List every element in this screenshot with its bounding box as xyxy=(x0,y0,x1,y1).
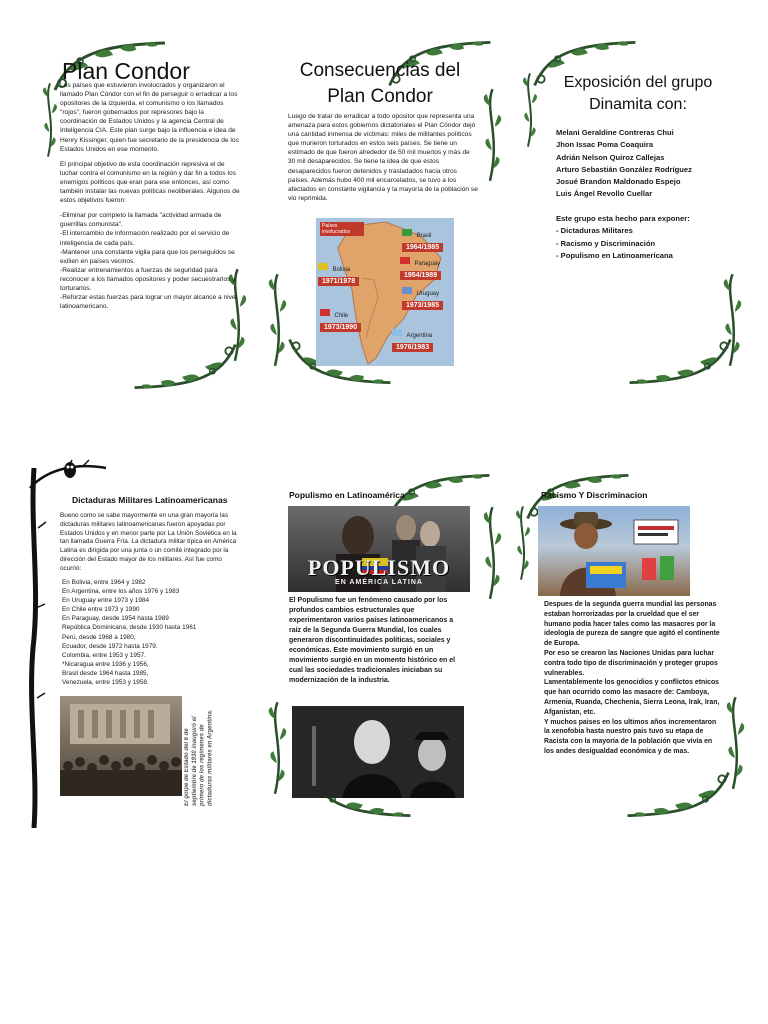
vine-ornament-icon xyxy=(115,340,255,395)
list-item: Perú, desde 1968 a 1980, xyxy=(62,633,136,641)
paragraph: Los países que estuvieron involucrados y organizaron el llamado Plan Cóndor con el fin de perseguir o erradicar a los opositores de la izquierda, el comunismo o los llamados "rojos", fueron gobernados por represores bajo la coordinación de Estados Unidos y la agencia Central de Inteligencia CIA. Este plan surge bajo la influencia e idea de Henry Kissinger, quien fue secretario de la presidencia de los Estados Unidos en ese momento. xyxy=(60,82,239,153)
racismo-title: Racismo Y Discriminacion xyxy=(541,490,648,500)
populismo-body: El Populismo fue un fenómeno causado por los profundos cambios estructurales que experimentaron varios países latinoamericanos a raíz de la Segunda Guerra Mundial, los cuales generaron discontinuidades políticas, sociales y económicas. Este movimiento surgió en un movimiento surgió en un momento histórico en el cual las sociedades tradicionales iniciaban su modernización de la industria. xyxy=(289,597,456,684)
group-topics xyxy=(556,213,736,262)
banner-line: POPULISMO xyxy=(307,555,451,580)
member-name: Jhon Issac Poma Coaquira xyxy=(556,140,654,150)
map-label-paraguay xyxy=(400,252,441,280)
list-item: República Dominicana, desde 1930 hasta 1961 xyxy=(62,624,197,632)
map-legend: Países involucrados xyxy=(320,222,364,236)
dictaduras-title: Dictaduras Militares Latinoamericanas xyxy=(72,495,228,505)
member-name: Melani Geraldine Contreras Chui xyxy=(556,128,674,137)
vine-ornament-icon xyxy=(615,335,745,390)
vine-ornament-icon xyxy=(265,693,290,803)
country-name: Chile xyxy=(334,313,349,319)
map-label-argentina xyxy=(392,324,433,352)
vine-ornament-icon xyxy=(480,498,505,608)
list-item: En Bolivia, entre 1964 y 1982 xyxy=(62,579,146,586)
country-name: Bolivia xyxy=(332,267,351,273)
title-line: Exposición del grupo xyxy=(563,74,713,91)
list-item: *Nicaragua entre 1936 y 1956, xyxy=(62,660,149,668)
paragraph: Y muchos paises en los ultimos años incrementaron la xenofobia hasta nuestro pais tuvo su etapa de Racista con la mayoría de la población que vivía en los andes desigualdad económica y de mas. xyxy=(544,718,717,755)
consecuencias-title xyxy=(280,58,480,109)
country-years: 1954/1989 xyxy=(400,271,441,280)
paragraph: Por eso se crearon las Naciones Unidas para luchar contra todo tipo de discriminación y proteger grupos vulnerables. xyxy=(544,649,718,677)
list-item: En Uruguay entre 1973 y 1984 xyxy=(62,597,150,605)
country-years: 1973/1985 xyxy=(402,301,443,310)
list-item: Colombia, entre 1953 y 1957. xyxy=(62,651,146,659)
member-name: Luis Ángel Revollo Cuellar xyxy=(556,189,653,199)
country-name: Paraguay xyxy=(414,261,441,267)
list-item: Venezuela, entre 1953 y 1958. xyxy=(62,679,149,687)
member-name: Josué Brandon Maldonado Espejo xyxy=(556,177,681,187)
consecuencias-body: Luego de tratar de erradicar a todo opositor que representa una amenaza para estos gobiernos dictatoriales el Plan Cóndor dejó una cantidad inmensa de víctimas: miles de militantes políticos que murieron torturados en estos seis países. Se tiene un estimado de que fueron alrededor de 50 mil muertos y más de 30 mil desaparecidos. Se tiene la idea de que estos desaparecidos fueron detenidos y trasladados hacia otros países. Además hubo 400 mil encarcelados, se tuvo a los afectados en constante vigilancia y la mayoría de la población se vio reprimida. xyxy=(288,113,478,202)
vine-ornament-icon xyxy=(613,768,743,823)
leaders-bw-icon xyxy=(292,706,464,798)
list-item: En Chile entre 1973 y 1990 xyxy=(62,606,140,614)
protester-icon xyxy=(538,506,690,596)
flag-icon xyxy=(318,263,328,270)
flag-icon xyxy=(402,229,412,236)
paragraph: -Eliminar por completo la llamada "actividad armada de guerrillas comunista". -El intercambio de información realizado por el servicio de inteligencia de cada país. -Mantener una constante vigila para que los perseguidos se exilien en países vecinos. -Realizar entrenamientos a fuerzas de seguridad para reconocer a los llamados opositores y poder secuestrarlos y torturarlos. -Reforzar estas fuerzas para lograr un mayor alcance a nivel latinoamericano. xyxy=(60,212,238,311)
vine-ornament-icon xyxy=(40,75,60,165)
country-name: Argentina xyxy=(406,333,433,339)
group-members xyxy=(556,127,736,201)
list-item: Brasil desde 1964 hasta 1985, xyxy=(62,669,149,677)
vine-ornament-icon xyxy=(513,498,533,588)
coup-photo-caption: El golpe de Estado del 6 de septiembre de 1930 inauguró el primero de los regímenes de dictaduras militares en Argentina. xyxy=(184,709,214,806)
flag-icon xyxy=(392,329,402,336)
flag-icon xyxy=(400,257,410,264)
vine-ornament-icon xyxy=(520,65,540,155)
populismo-banner-photo xyxy=(288,506,470,592)
title-line: Consecuencias del xyxy=(299,60,461,81)
flag-icon xyxy=(320,309,330,316)
building-crowd-icon xyxy=(60,696,182,796)
owl-icon xyxy=(63,460,77,478)
title-line: Plan Condor xyxy=(327,85,433,107)
topic-item: - Racismo y Discriminación xyxy=(556,238,656,248)
map-label-bolivia xyxy=(318,258,359,286)
plan-condor-map xyxy=(316,218,454,366)
coup-1930-photo xyxy=(60,696,182,796)
vine-ornament-icon xyxy=(480,75,505,195)
populismo-title: Populismo en Latinoamérica xyxy=(289,490,405,500)
flag-icon xyxy=(402,287,412,294)
country-years: 1973/1990 xyxy=(320,323,361,332)
paragraph: Lamentablemente los genocidios y conflictos etnicos que han ocurrido como las masacre de: Camboya, Armenia, Ruanda, Chechenia, Sierra Leona, Irak, Iran, Afganistan, etc. xyxy=(544,679,720,716)
dictaduras-list xyxy=(62,578,242,687)
map-label-brasil xyxy=(402,224,443,252)
member-name: Adrián Nelson Quiroz Callejas xyxy=(556,152,665,162)
title-line: Dinamita con: xyxy=(589,95,687,113)
tree-trunk-icon xyxy=(28,468,48,828)
exposicion-title xyxy=(548,72,728,115)
member-name: Arturo Sebastián González Rodríguez xyxy=(556,164,692,174)
country-years: 1971/1978 xyxy=(318,277,359,286)
topic-item: - Populismo en Latinoamericana xyxy=(556,250,673,260)
list-item: En Paraguay, desde 1954 hasta 1989 xyxy=(62,615,169,623)
list-item: Ecuador, desde 1972 hasta 1979. xyxy=(62,642,158,650)
topic-item: - Dictaduras Militares xyxy=(556,226,633,236)
plan-condor-body xyxy=(60,81,240,317)
paragraph: El principal objetivo de esta coordinación represiva el de luchar contra el comunismo en la región y dar fin a todos los enemigos políticos que eran para ese entonces, así como también instalar las nuevas políticas neoliberales. Algunos de estos objetivos fueron: xyxy=(60,160,240,205)
banner-text xyxy=(288,555,470,586)
peron-photo xyxy=(292,706,464,798)
country-years: 1964/1985 xyxy=(402,243,443,252)
banner-line: EN AMÉRICA LATINA xyxy=(335,579,423,586)
list-item: En Argentina, entre los años 1976 y 1983 xyxy=(62,588,180,596)
country-name: Uruguay xyxy=(416,291,440,297)
country-name: Brasil xyxy=(416,233,432,239)
protest-photo xyxy=(538,506,690,596)
map-label-chile xyxy=(320,304,361,332)
paragraph: Despues de la segunda guerra mundial las personas estaban horrorizadas por la crueldad que el ser humano podía hacer tales como las masacres por la ideología de pureza de sangre que agitó el continente de Europa. xyxy=(544,601,720,648)
purpose-line: Este grupo esta hecho para exponer: xyxy=(556,214,690,223)
plan-condor-title: Plan Condor xyxy=(62,58,190,84)
dictaduras-intro: Bueno como se sabe mayormente en una gran mayoría las dictaduras militares latinoamericanas fueron apoyadas por Estados Unidos y en menor parte por La Unión Soviética en la tan llamada Guerra Fría. La dictadura militar típica en América Latina es dirigida por una junta o un comité integrado por la dirección del Estado mayor de los militares. Así fue como ocurrió: xyxy=(60,512,237,572)
map-label-uruguay xyxy=(402,282,443,310)
racismo-body xyxy=(544,600,720,757)
country-years: 1976/1983 xyxy=(392,343,433,352)
